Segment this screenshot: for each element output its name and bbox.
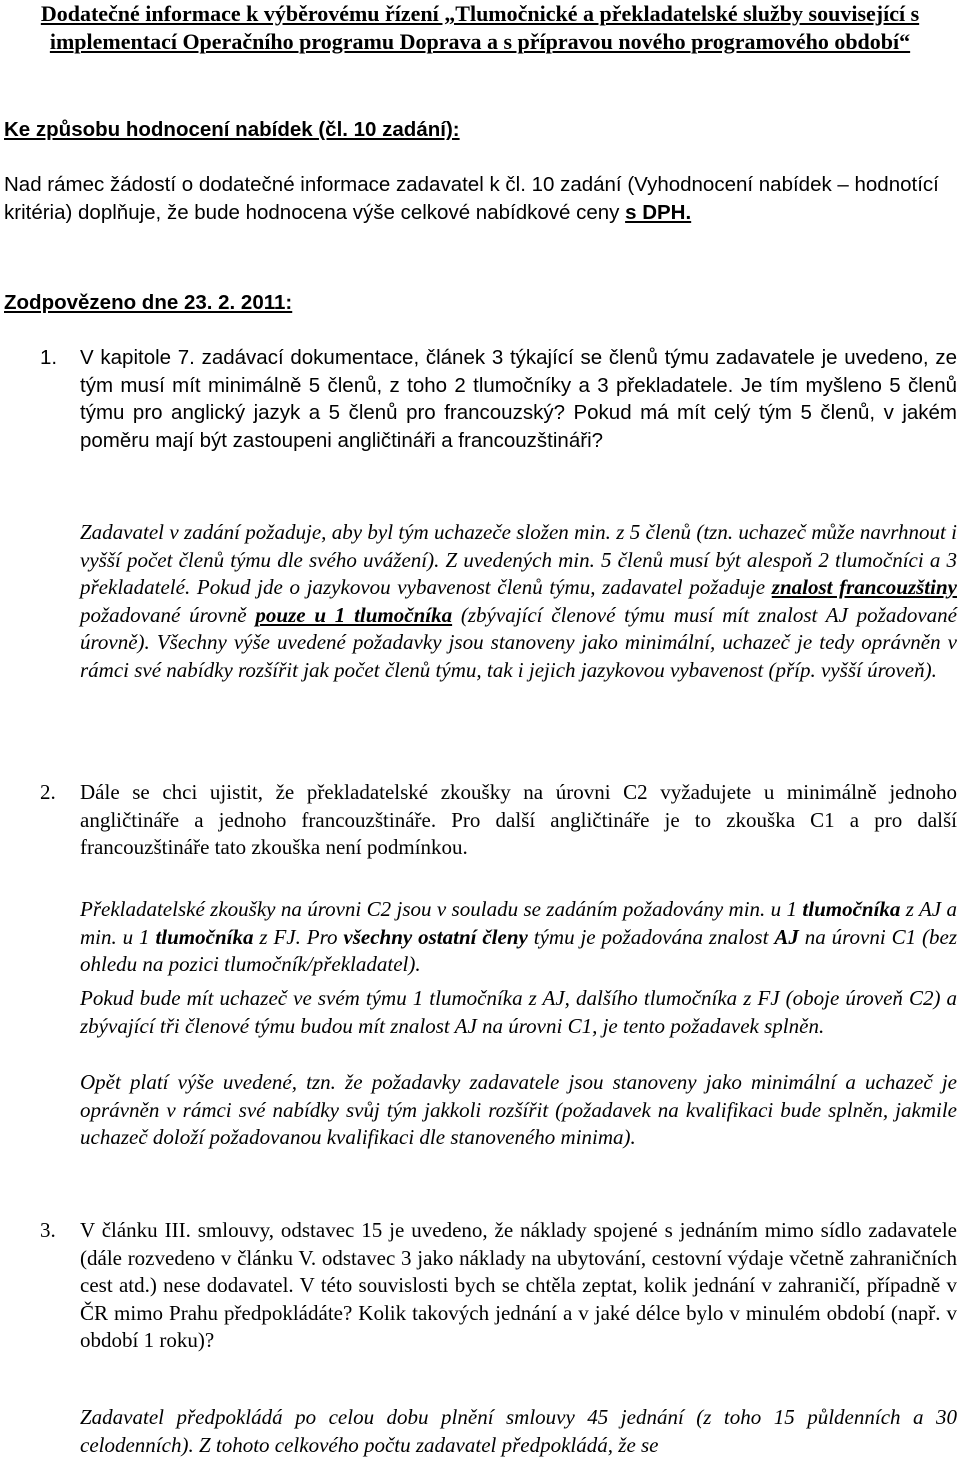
intro-vat-emphasis: s DPH. bbox=[625, 200, 692, 224]
q2-answer-text-5: na úrovni C1 (bez ohledu na pozici tlumočník/překladatel). bbox=[80, 924, 958, 976]
q2-answer-emphasis-1: tlumočníka bbox=[802, 897, 901, 921]
q1-answer-text-3: (zbývající členové týmu musí mít znalost AJ požadované úrovně). Všechny výše uvedené požadavky jsou stanoveny jako minimální, uchazeč je tedy oprávněn v rámci své nabídky rozšířit jak počet členů týmu, tak i jejich jazykovou vybavenost (příp. vyšší úroveň). bbox=[80, 602, 957, 682]
q2-question: Dále se chci ujistit, že překladatelské zkoušky na úrovni C2 vyžadujete u minimálně jednoho angličtináře a jednoho francouzštináře. Pro další angličtináře je to zkouška C1 a pro další francouzštináře tato zkouška není podmínkou. bbox=[80, 780, 957, 859]
q2-answer-emphasis-2: tlumočníka bbox=[155, 924, 254, 949]
intro-text: Nad rámec žádostí o dodatečné informace zadavatel k čl. 10 zadání (Vyhodnocení nabídek – hodnotící kritéria) doplňuje, že bude hodnocena výše celkové nabídkové ceny bbox=[4, 173, 939, 224]
q1-answer-emphasis-interpreter: pouze u 1 tlumočníka bbox=[255, 602, 453, 627]
q2-answer-text-1: Překladatelské zkoušky na úrovni C2 jsou v souladu se zadáním požadovány min. u 1 bbox=[80, 897, 803, 921]
q1-answer-text-1: Zadavatel v zadání požaduje, aby byl tým uchazeče složen min. z 5 členů (tzn. uchazeč může navrhnout i vyšší počet členů týmu dle svého uvážení). Z uvedených min. 5 členů musí být alespoň 2 tlumočníci a 3 překladatelé. Pokud jde o jazykovou vybavenost členů týmu, zadavatel požaduje bbox=[80, 520, 957, 599]
q2-answer-1 bbox=[80, 896, 957, 979]
section-heading: Ke způsobu hodnocení nabídek (čl. 10 zadání): bbox=[4, 118, 460, 141]
q1-answer-emphasis-french: znalost francouzštiny bbox=[771, 575, 957, 599]
q2-answer-text-4: týmu je požadována znalost bbox=[527, 924, 775, 949]
q1-number: 1. bbox=[40, 346, 58, 369]
q1-question: V kapitole 7. zadávací dokumentace, článek 3 týkající se členů týmu zadavatele je uvedeno, ze tým musí mít minimálně 5 členů, z toho 2 tlumočníky a 3 překladatele. Je tím myšleno 5 členů týmu pro anglický jazyk a 5 členů pro francouzský? Pokud má mít celý tým 5 členů, v jakém poměru mají být zastoupeni angličtináři a francouzštináři? bbox=[80, 346, 957, 452]
q2-answer-text-2: z AJ a min. u 1 bbox=[80, 897, 957, 949]
q2-answer-text-3: z FJ. Pro bbox=[253, 924, 344, 949]
answered-heading: Zodpovězeno dne 23. 2. 2011: bbox=[4, 291, 293, 314]
q3-question: V článku III. smlouvy, odstavec 15 je uvedeno, že náklady spojené s jednáním mimo sídlo zadavatele (dále rozvedeno v článku V. odstavec 3 jako náklady na ubytování, cestovní výdaje včetně zahraničních cest atd.) nese dodavatel. V této souvislosti bych se chtěla zeptat, kolik jednání v zahraničí, případně v ČR mimo Prahu předpokládáte? Kolik takových jednání a v jaké délce bylo v minulém období (např. v období 1 roku)? bbox=[80, 1218, 957, 1352]
q2-answer-3: Opět platí výše uvedené, tzn. že požadavky zadavatele jsou stanoveny jako minimální a uchazeč je oprávněn v rámci své nabídky svůj tým jakkoli rozšířit (požadavek na kvalifikaci bude splněn, jakmile uchazeč doloží požadovanou kvalifikaci dle stanoveného minima). bbox=[80, 1070, 957, 1149]
q1-answer bbox=[80, 519, 957, 684]
q3-number: 3. bbox=[40, 1218, 56, 1242]
intro-paragraph bbox=[4, 171, 944, 226]
q2-answer-emphasis-3: všechny ostatní členy bbox=[343, 924, 528, 949]
document-title: Dodatečné informace k výběrovému řízení „Tlumočnické a překladatelské služby související s implementací Operačního programu Doprava a s přípravou nového programového období“ bbox=[40, 1, 920, 54]
q2-number: 2. bbox=[40, 780, 56, 804]
q1-answer-text-2: požadované úrovně bbox=[80, 602, 256, 627]
q2-answer-emphasis-4: AJ bbox=[774, 924, 799, 949]
q3-answer: Zadavatel předpokládá po celou dobu plnění smlouvy 45 jednání (z toho 15 půldenních a 30 celodenních). Z tohoto celkového počtu zadavatel předpokládá, že se bbox=[80, 1405, 957, 1457]
q2-answer-2: Pokud bude mít uchazeč ve svém týmu 1 tlumočníka z AJ, dalšího tlumočníka z FJ (oboje úroveň C2) a zbývající tři členové týmu budou mít znalost AJ na úrovni C1, je tento požadavek splněn. bbox=[80, 986, 957, 1038]
